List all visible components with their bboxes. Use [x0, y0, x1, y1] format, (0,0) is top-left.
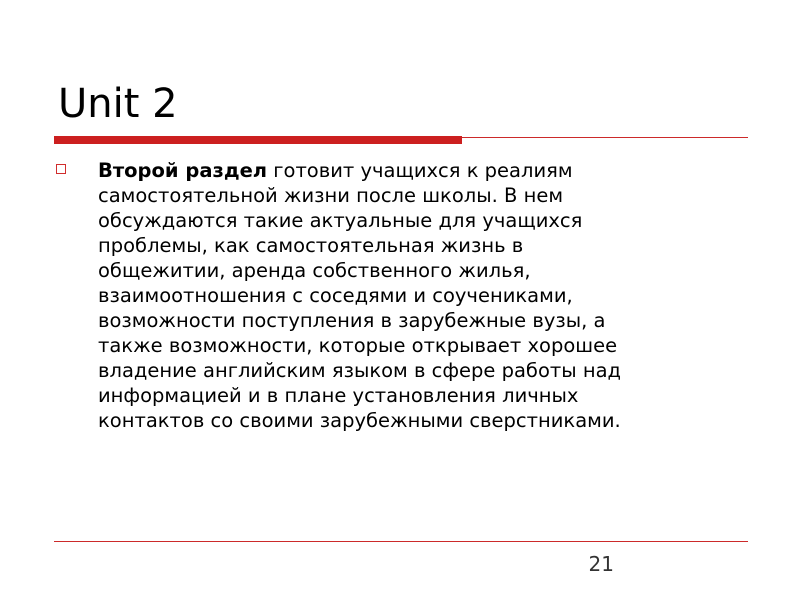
paragraph-line-4: проблемы, как самостоятельная жизнь в — [98, 234, 524, 257]
square-bullet-icon — [56, 164, 66, 174]
paragraph-line-10: информацией и в плане установления личных — [98, 384, 579, 407]
footer-divider-line — [54, 541, 748, 542]
paragraph-lead: Второй раздел — [98, 159, 268, 182]
paragraph-line-11: контактов со своими зарубежными сверстниками. — [98, 409, 621, 432]
paragraph-line-8: также возможности, которые открывает хорошее — [98, 334, 618, 357]
paragraph-line-7: возможности поступления в зарубежные вузы, а — [98, 309, 606, 332]
paragraph-line-3: обсуждаются такие актуальные для учащихся — [98, 209, 583, 232]
page-number: 21 — [588, 552, 614, 576]
paragraph-line-5: общежитии, аренда собственного жилья, — [98, 259, 531, 282]
slide-title: Unit 2 — [58, 81, 178, 127]
paragraph-line-2: самостоятельной жизни после школы. В нем — [98, 184, 564, 207]
paragraph-line-6: взаимоотношения с соседями и соучениками, — [98, 284, 573, 307]
paragraph-line-1 — [98, 158, 738, 183]
title-accent-bar — [54, 136, 462, 144]
paragraph-line-9: владение английским языком в сфере работы над — [98, 359, 622, 382]
bullet-paragraph — [98, 158, 738, 433]
paragraph-line-1-rest: готовит учащихся к реалиям — [267, 159, 573, 182]
